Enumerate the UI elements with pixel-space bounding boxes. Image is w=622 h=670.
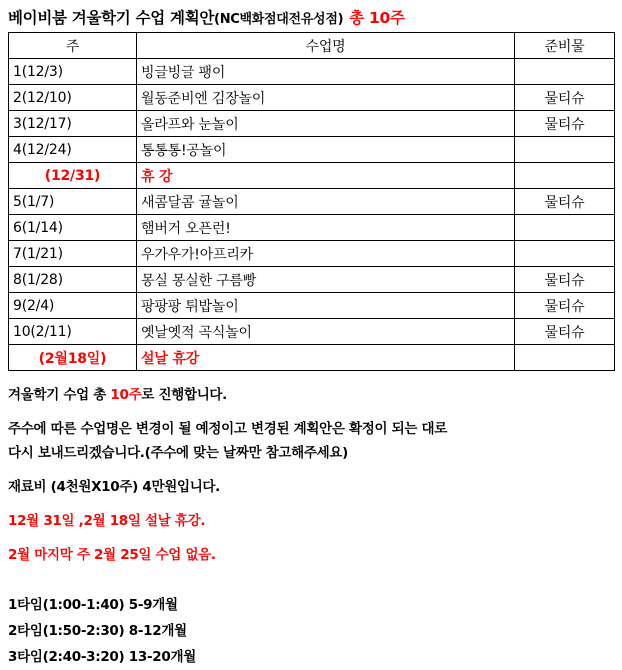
cell-lesson-name: 설날 휴강	[137, 345, 515, 371]
cell-lesson-name: 월동준비엔 김장놀이	[137, 85, 515, 111]
table-row	[9, 215, 615, 241]
cell-supplies	[515, 137, 615, 163]
cell-week: 7(1/21)	[9, 241, 137, 267]
cell-lesson-name: 우가우가!아프리카	[137, 241, 515, 267]
cell-supplies	[515, 215, 615, 241]
cell-week: 2(12/10)	[9, 85, 137, 111]
cell-lesson-name: 햄버거 오픈런!	[137, 215, 515, 241]
table-row	[9, 59, 615, 85]
cell-lesson-name: 통통통!공놀이	[137, 137, 515, 163]
cell-week: 3(12/17)	[9, 111, 137, 137]
table-row	[9, 267, 615, 293]
table-row	[9, 293, 615, 319]
column-header-supplies: 준비물	[515, 33, 615, 59]
table-row	[9, 345, 615, 371]
class-time-1: 1타임(1:00-1:40) 5-9개월	[8, 596, 178, 613]
cell-lesson-name: 팡팡팡 튀밥놀이	[137, 293, 515, 319]
cell-supplies: 물티슈	[515, 85, 615, 111]
cell-supplies: 물티슈	[515, 319, 615, 345]
column-header-week: 주	[9, 33, 137, 59]
cell-week: (2월18일)	[9, 345, 137, 371]
table-row	[9, 111, 615, 137]
cell-week: 8(1/28)	[9, 267, 137, 293]
table-row	[9, 241, 615, 267]
note-holiday-dates: 12월 31일 ,2월 18일 설날 휴강.	[8, 512, 206, 529]
table-body	[9, 59, 615, 371]
cell-week: 4(12/24)	[9, 137, 137, 163]
note-no-class-week: 2월 마지막 주 2월 25일 수업 없음.	[8, 546, 216, 563]
cell-week: (12/31)	[9, 163, 137, 189]
cell-lesson-name: 새콤달콤 귤놀이	[137, 189, 515, 215]
cell-supplies	[515, 163, 615, 189]
page-title	[0, 0, 622, 32]
cell-supplies: 물티슈	[515, 267, 615, 293]
table-header-row	[9, 33, 615, 59]
table-row	[9, 319, 615, 345]
note-total-weeks-suffix: 로 진행합니다.	[141, 387, 228, 403]
column-header-lesson: 수업명	[137, 33, 515, 59]
cell-lesson-name: 몽실 몽실한 구름빵	[137, 267, 515, 293]
cell-lesson-name: 휴 강	[137, 163, 515, 189]
cell-supplies: 물티슈	[515, 111, 615, 137]
cell-lesson-name: 빙글빙글 팽이	[137, 59, 515, 85]
note-schedule-change-1: 주수에 따른 수업명은 변경이 될 예정이고 변경된 계획안은 확정이 되는 대로	[8, 420, 447, 437]
table-row	[9, 85, 615, 111]
cell-week: 5(1/7)	[9, 189, 137, 215]
cell-supplies	[515, 59, 615, 85]
table-row	[9, 137, 615, 163]
cell-supplies: 물티슈	[515, 293, 615, 319]
cell-supplies	[515, 345, 615, 371]
cell-week: 9(2/4)	[9, 293, 137, 319]
class-time-2: 2타임(1:50-2:30) 8-12개월	[8, 622, 187, 639]
page-title-branch: (NC백화점대전유성점)	[214, 12, 344, 27]
table-row	[9, 189, 615, 215]
cell-supplies	[515, 241, 615, 267]
page-title-total-weeks: 총 10주	[349, 9, 405, 27]
note-schedule-change-2: 다시 보내드리겠습니다.(주수에 맞는 날짜만 참고해주세요)	[8, 444, 348, 461]
note-total-weeks-count: 10주	[110, 387, 142, 403]
class-time-3: 3타임(2:40-3:20) 13-20개월	[8, 649, 196, 666]
cell-lesson-name: 옛날옛적 곡식놀이	[137, 319, 515, 345]
notes-section	[8, 385, 614, 566]
note-total-weeks	[8, 385, 614, 406]
page-title-main: 베이비붐 겨울학기 수업 계획안	[8, 9, 215, 27]
table-row	[9, 163, 615, 189]
class-times-section	[8, 592, 614, 670]
cell-week: 10(2/11)	[9, 319, 137, 345]
cell-week: 1(12/3)	[9, 59, 137, 85]
note-material-fee: 재료비 (4천원X10주) 4만원입니다.	[8, 478, 221, 495]
lesson-plan-table	[8, 32, 615, 371]
cell-supplies: 물티슈	[515, 189, 615, 215]
cell-week: 6(1/14)	[9, 215, 137, 241]
cell-lesson-name: 올라프와 눈놀이	[137, 111, 515, 137]
note-total-weeks-prefix: 겨울학기 수업 총	[8, 387, 111, 403]
